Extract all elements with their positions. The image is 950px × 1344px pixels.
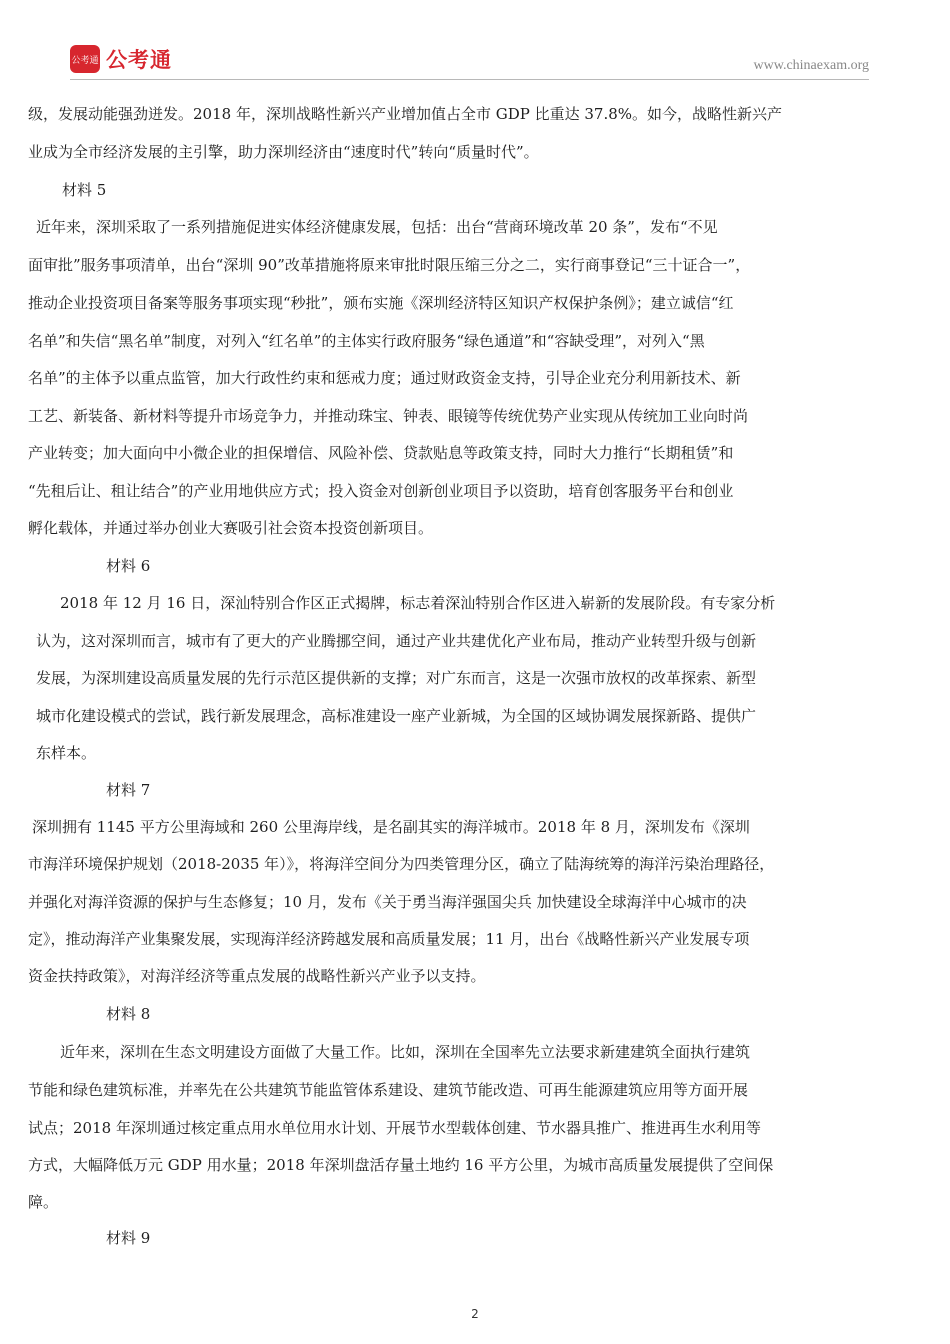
- page-header: [0, 0, 950, 80]
- text-line: 名单”的主体予以重点监管，加大行政性约束和惩戒力度；通过财政资金支持，引导企业充分利用新技术、新: [28, 369, 741, 387]
- text-line: 产业转变；加大面向中小微企业的担保增信、风险补偿、贷款贴息等政策支持，同时大力推行“长期租赁”和: [28, 444, 734, 462]
- text-line: 工艺、新装备、新材料等提升市场竞争力，并推动珠宝、钟表、眼镜等传统优势产业实现从传统加工业向时尚: [28, 407, 749, 425]
- text-line: 东样本。: [36, 744, 97, 762]
- text-line: 并强化对海洋资源的保护与生态修复；10 月，发布《关于勇当海洋强国尖兵 加快建设全球海洋中心城市的决: [28, 893, 747, 911]
- section-label: 材料 6: [106, 557, 151, 575]
- text-line: 城市化建设模式的尝试，践行新发展理念，高标准建设一座产业新城，为全国的区域协调发展探新路、提供广: [36, 707, 757, 725]
- section-label: 材料 7: [106, 781, 151, 799]
- text-line: 障。: [28, 1193, 59, 1211]
- text-line: 定》，推动海洋产业集聚发展，实现海洋经济跨越发展和高质量发展；11 月，出台《战略性新兴产业发展专项: [28, 930, 750, 948]
- text-line: 名单”和失信“黑名单”制度，对列入“红名单”的主体实行政府服务“绿色通道”和“容缺受理”，对列入“黑: [28, 332, 705, 350]
- text-line: 级，发展动能强劲迸发。2018 年，深圳战略性新兴产业增加值占全市 GDP 比重达 37.8%。如今，战略性新兴产: [28, 105, 783, 123]
- text-line: 近年来，深圳采取了一系列措施促进实体经济健康发展，包括：出台“营商环境改革 20 条”，发布“不见: [36, 218, 718, 236]
- logo-text: 公考通: [106, 48, 172, 72]
- text-line: “先租后让、租让结合”的产业用地供应方式；投入资金对创新创业项目予以资助，培育创客服务平台和创业: [28, 482, 734, 500]
- logo-badge-icon: 公考通: [70, 45, 100, 73]
- section-label: 材料 5: [62, 181, 107, 199]
- text-line: 认为，这对深圳而言，城市有了更大的产业腾挪空间，通过产业共建优化产业布局，推动产业转型升级与创新: [36, 632, 757, 650]
- brand-logo[interactable]: [70, 44, 172, 74]
- text-line: 市海洋环境保护规划（2018-2035 年）》，将海洋空间分为四类管理分区，确立了陆海统筹的海洋污染治理路径，: [28, 855, 775, 873]
- page-number: 2: [471, 1307, 479, 1321]
- site-url[interactable]: www.chinaexam.org: [753, 58, 869, 73]
- header-divider: [70, 79, 869, 80]
- text-line: 业成为全市经济发展的主引擎，助力深圳经济由“速度时代”转向“质量时代”。: [28, 143, 539, 161]
- text-line: 资金扶持政策》，对海洋经济等重点发展的战略性新兴产业予以支持。: [28, 967, 486, 985]
- text-line: 发展，为深圳建设高质量发展的先行示范区提供新的支撑；对广东而言，这是一次强市放权的改革探索、新型: [36, 669, 757, 687]
- text-line: 推动企业投资项目备案等服务事项实现“秒批”，颁布实施《深圳经济特区知识产权保护条例》；建立诚信“红: [28, 294, 734, 312]
- text-line: 节能和绿色建筑标准，并率先在公共建筑节能监管体系建设、建筑节能改造、可再生能源建筑应用等方面开展: [28, 1081, 749, 1099]
- section-label: 材料 8: [106, 1005, 151, 1023]
- text-line: 2018 年 12 月 16 日，深汕特别合作区正式揭牌，标志着深汕特别合作区进入崭新的发展阶段。有专家分析: [60, 594, 776, 612]
- text-line: 深圳拥有 1145 平方公里海域和 260 公里海岸线，是名副其实的海洋城市。2018 年 8 月，深圳发布《深圳: [32, 818, 750, 836]
- text-line: 试点；2018 年深圳通过核定重点用水单位用水计划、开展节水型载体创建、节水器具推广、推进再生水利用等: [28, 1119, 761, 1137]
- section-label: 材料 9: [106, 1229, 151, 1247]
- text-line: 孵化载体，并通过举办创业大赛吸引社会资本投资创新项目。: [28, 519, 434, 537]
- text-line: 方式，大幅降低万元 GDP 用水量；2018 年深圳盘活存量土地约 16 平方公里，为城市高质量发展提供了空间保: [28, 1156, 774, 1174]
- text-line: 面审批”服务事项清单，出台“深圳 90”改革措施将原来审批时限压缩三分之二，实行商事登记“三十证合一”，: [28, 256, 751, 274]
- text-line: 近年来，深圳在生态文明建设方面做了大量工作。比如，深圳在全国率先立法要求新建建筑全面执行建筑: [60, 1043, 751, 1061]
